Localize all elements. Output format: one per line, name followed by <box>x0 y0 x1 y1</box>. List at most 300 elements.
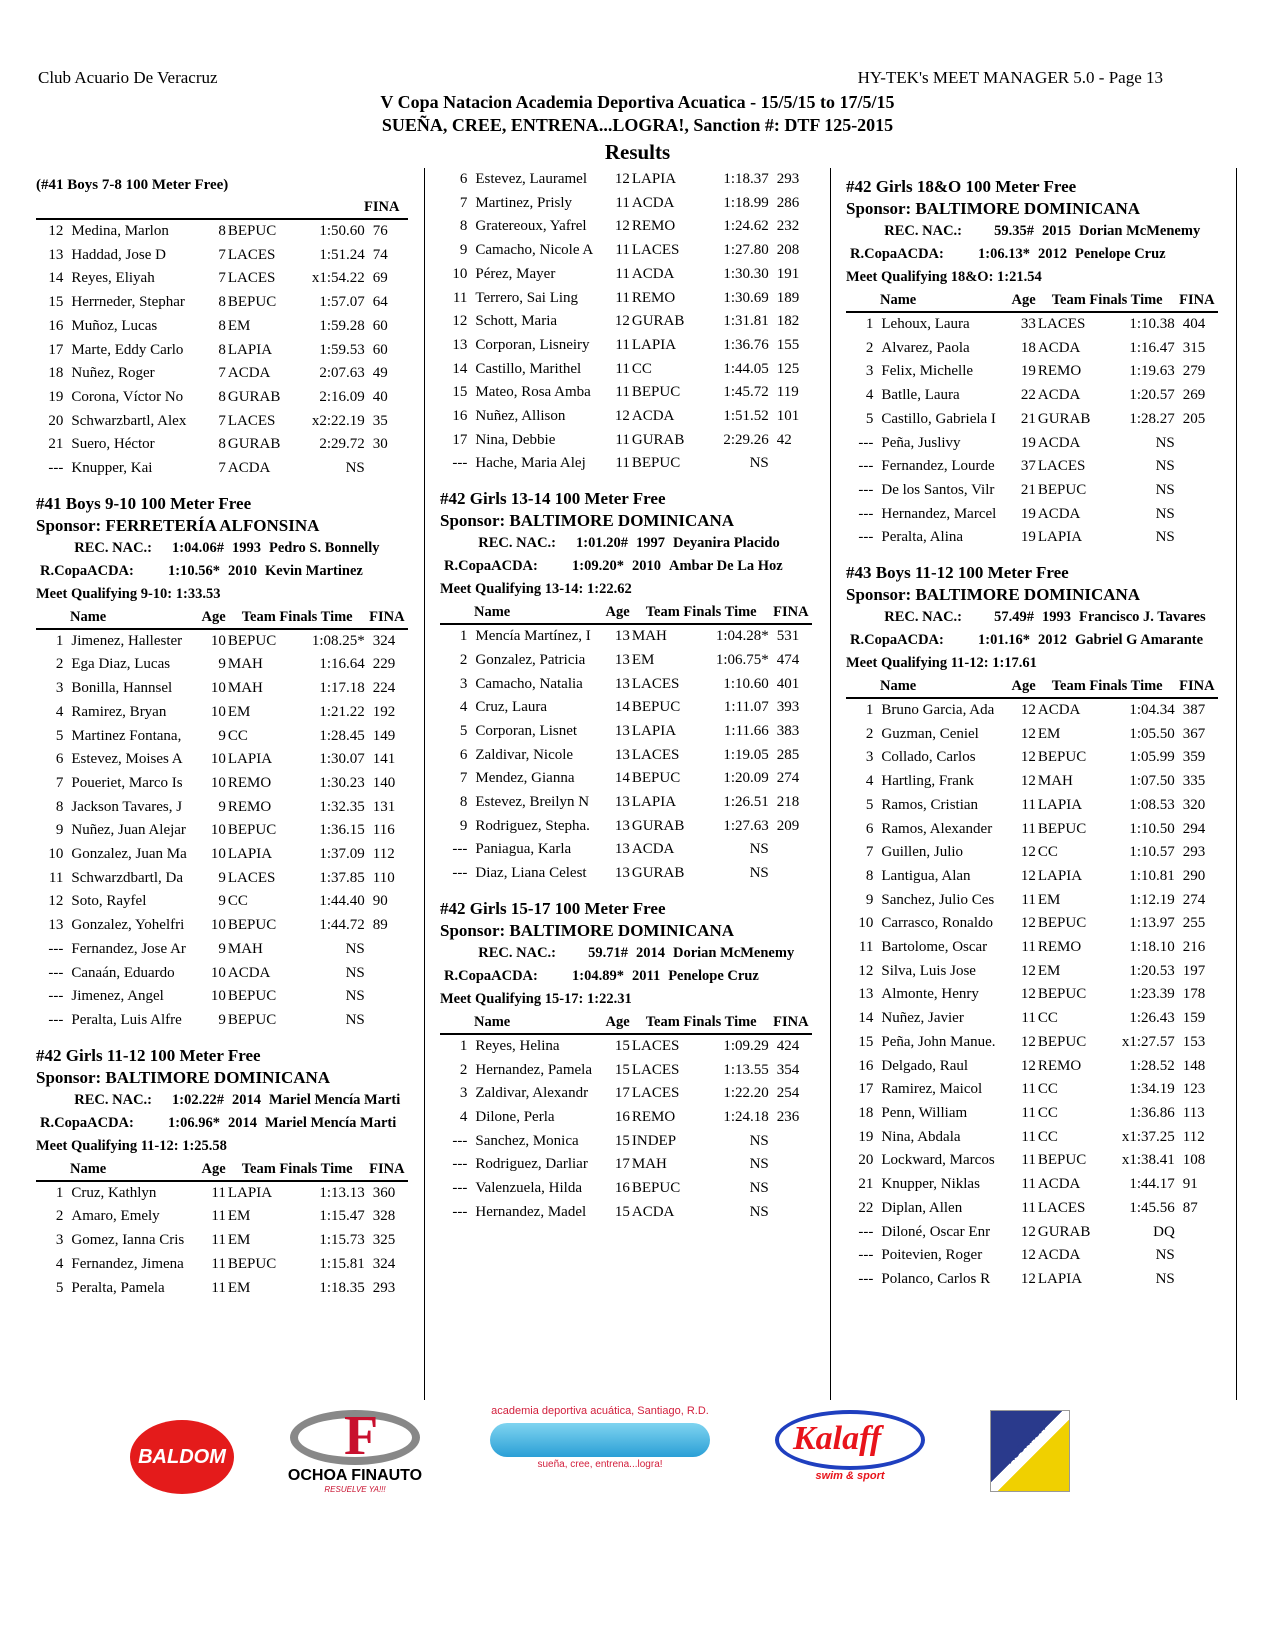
qualifying-time: Meet Qualifying 11-12: 1:17.61 <box>846 655 1037 672</box>
result-row <box>846 360 1218 384</box>
fina-points <box>1175 479 1218 503</box>
finals-time: 1:44.72 <box>319 917 365 934</box>
place: --- <box>858 1223 874 1240</box>
fina-points <box>769 838 812 862</box>
swimmer-name: Estevez, Lauramel <box>475 171 587 187</box>
fina-points: 383 <box>776 722 800 739</box>
swimmer-name: Muñoz, Lucas <box>71 317 158 334</box>
age: 7 <box>218 460 226 477</box>
meet-record-year: 2012 <box>1038 246 1067 262</box>
swimmer-name: Guzman, Ceniel <box>881 725 979 742</box>
fina-points: 125 <box>776 360 800 377</box>
event-block <box>846 562 1218 699</box>
finals-time: NS <box>345 988 365 1005</box>
place: 3 <box>865 749 874 766</box>
place: 13 <box>48 246 64 263</box>
age: 13 <box>614 722 630 739</box>
fina-points: 112 <box>372 846 395 863</box>
age: 21 <box>1020 481 1036 498</box>
place: 6 <box>459 746 468 763</box>
fina-points: 290 <box>1182 867 1206 884</box>
team: LAPIA <box>1037 796 1083 813</box>
fina-points: 148 <box>1182 1057 1206 1074</box>
team: ACDA <box>227 460 271 477</box>
swimmer-name: Lantigua, Alan <box>881 867 971 884</box>
swimmer-name: Ramirez, Maicol <box>881 1081 983 1098</box>
header-name: Name <box>70 1160 107 1177</box>
result-row <box>440 334 812 358</box>
age: 10 <box>210 988 226 1005</box>
finals-time: 1:30.07 <box>319 751 365 768</box>
age: 8 <box>218 294 226 311</box>
swimmer-name: Fernandez, Jose Ar <box>71 940 186 957</box>
place: --- <box>452 841 468 858</box>
result-row <box>846 1031 1218 1055</box>
finals-time: 1:12.19 <box>1129 891 1175 908</box>
place: 12 <box>48 223 64 239</box>
header-name: Name <box>474 604 511 621</box>
swimmer-name: Knupper, Niklas <box>881 1176 980 1193</box>
place: --- <box>452 1132 468 1149</box>
age: 9 <box>218 893 226 910</box>
place: 3 <box>55 680 64 697</box>
finals-time: 1:37.85 <box>319 869 365 886</box>
age: 16 <box>614 1108 630 1125</box>
header-fina: FINA <box>1179 292 1215 308</box>
result-row <box>846 865 1218 889</box>
swimmer-name: Hache, Maria Alej <box>475 455 586 472</box>
result-row <box>36 819 408 843</box>
result-row <box>846 432 1218 456</box>
age: 9 <box>218 869 226 886</box>
finals-time: NS <box>345 964 365 981</box>
swimmer-name: Hartling, Frank <box>881 773 974 790</box>
header-age: Age <box>605 604 630 621</box>
swimmer-wave-icon <box>490 1423 710 1457</box>
age: 10 <box>210 751 226 768</box>
finals-time: 1:05.99 <box>1129 749 1175 766</box>
team: GURAB <box>1037 410 1091 427</box>
section-title: Results <box>604 140 671 164</box>
fina-points: 191 <box>776 265 800 282</box>
meet-record <box>846 629 1218 652</box>
swimmer-name: Diplan, Allen <box>881 1199 963 1216</box>
result-row <box>36 339 408 363</box>
swimmer-name: Nuñez, Juan Alejar <box>71 822 186 839</box>
swimmer-name: Nuñez, Allison <box>475 408 566 425</box>
fina-points: 30 <box>372 436 388 453</box>
qualifying-time: Meet Qualifying 18&O: 1:21.54 <box>846 269 1042 285</box>
table-header <box>440 1011 812 1035</box>
fina-points: 182 <box>776 313 800 330</box>
fina-points: 123 <box>1182 1081 1206 1098</box>
finals-time: 1:34.19 <box>1129 1081 1175 1098</box>
place: 2 <box>459 1061 468 1078</box>
result-row <box>36 1229 408 1253</box>
fina-points: 35 <box>372 412 388 429</box>
team: EM <box>1037 891 1061 908</box>
meet-record <box>846 243 1218 266</box>
team: LACES <box>631 242 680 259</box>
result-row <box>36 914 408 938</box>
place: --- <box>48 964 64 981</box>
meet-record-year: 2011 <box>632 967 661 984</box>
age: 13 <box>614 651 630 668</box>
team: LACES <box>1037 1199 1086 1216</box>
fina-points: 285 <box>776 746 800 763</box>
result-row <box>440 625 812 649</box>
result-row <box>440 168 812 192</box>
swimmer-name: Mencía Martínez, I <box>475 628 591 645</box>
fina-points: 192 <box>372 703 396 720</box>
swimmer-name: Sanchez, Monica <box>475 1132 579 1149</box>
finals-time: 1:51.24 <box>319 246 365 263</box>
team: BEPUC <box>631 770 681 787</box>
team: ACDA <box>1037 1176 1081 1193</box>
finals-time: 1:06.75* <box>715 651 769 668</box>
place: 7 <box>459 770 468 787</box>
age: 12 <box>1020 725 1036 742</box>
swimmer-name: Corporan, Lisnet <box>475 722 578 739</box>
swimmer-name: Corporan, Lisneiry <box>475 336 590 353</box>
place: 5 <box>865 796 874 813</box>
age: 11 <box>211 1279 226 1296</box>
finals-time: 1:13.55 <box>723 1061 769 1078</box>
fina-points <box>1175 432 1218 456</box>
place: 2 <box>459 651 468 668</box>
result-row <box>36 244 408 268</box>
header-team-finals-time: Team Finals Time <box>645 1013 757 1030</box>
finals-time: x1:37.25 <box>1121 1128 1175 1145</box>
place: 4 <box>865 387 874 404</box>
team: BEPUC <box>227 822 277 839</box>
national-record-time: 57.49# <box>994 609 1034 626</box>
header-team-finals-time: Team Finals Time <box>1051 292 1163 308</box>
results-column-1 <box>36 168 408 1300</box>
header-team-finals-time: Team Finals Time <box>1051 678 1163 695</box>
team: REMO <box>227 798 272 815</box>
fina-points: 359 <box>1182 749 1206 766</box>
finals-time: 1:08.53 <box>1129 796 1175 813</box>
fina-points <box>769 862 812 886</box>
fina-points: 236 <box>776 1108 800 1125</box>
place: 4 <box>55 703 64 720</box>
header-team-finals-time: Team Finals Time <box>241 608 353 625</box>
place: 10 <box>48 846 64 863</box>
header-name: Name <box>880 292 917 308</box>
event-sponsor: Sponsor: BALTIMORE DOMINICANA <box>440 920 735 940</box>
age: 15 <box>614 1132 630 1149</box>
place: 2 <box>55 1208 64 1225</box>
team: CC <box>1037 844 1058 861</box>
result-row <box>440 1177 812 1201</box>
team: GURAB <box>1037 1223 1091 1240</box>
place: 5 <box>865 410 874 427</box>
swimmer-name: Camacho, Natalia <box>475 675 583 692</box>
fina-points: 60 <box>372 317 388 334</box>
age: 11 <box>615 336 630 353</box>
age: 37 <box>1020 458 1036 475</box>
age: 7 <box>218 412 226 429</box>
swimmer-name: Terrero, Sai Ling <box>475 289 579 306</box>
finals-time: 2:29.72 <box>319 436 365 453</box>
meet-record-holder: Penelope Cruz <box>1075 246 1166 262</box>
national-record <box>440 942 812 965</box>
team: CC <box>1037 1010 1058 1027</box>
team: LACES <box>227 412 276 429</box>
team: LAPIA <box>227 1184 273 1201</box>
swimmer-name: Gratereoux, Yafrel <box>475 218 587 235</box>
team: REMO <box>227 774 272 791</box>
fina-points: 294 <box>1182 820 1206 837</box>
swimmer-name: Gonzalez, Juan Ma <box>71 846 187 863</box>
header-name: Name <box>880 678 917 695</box>
finals-time: x2:22.19 <box>311 412 365 429</box>
swimmer-name: Peña, John Manue. <box>881 1033 996 1050</box>
swimmer-name: Castillo, Gabriela I <box>881 410 996 427</box>
fina-points: 112 <box>1182 1128 1205 1145</box>
national-record <box>846 220 1218 243</box>
fina-points: 49 <box>372 365 388 382</box>
age: 13 <box>614 817 630 834</box>
team: BEPUC <box>227 1255 277 1272</box>
age: 11 <box>615 194 630 211</box>
finals-time: 1:11.66 <box>723 722 769 739</box>
fina-points <box>769 1201 812 1225</box>
swimmer-name: Martinez, Prisly <box>475 194 573 211</box>
place: 13 <box>48 917 64 934</box>
fina-points: 140 <box>372 774 396 791</box>
finals-time: 1:45.72 <box>723 384 769 401</box>
team: LAPIA <box>227 341 273 358</box>
place: 14 <box>858 1010 874 1027</box>
team: LACES <box>227 246 276 263</box>
swimmer-name: Nina, Debbie <box>475 431 556 448</box>
column-divider <box>424 168 425 1400</box>
swimmer-name: Ramos, Cristian <box>881 796 979 813</box>
meet-record <box>36 560 408 583</box>
place: 3 <box>459 1085 468 1102</box>
result-row <box>846 503 1218 527</box>
result-row <box>846 983 1218 1007</box>
team: EM <box>227 1208 251 1225</box>
place: 7 <box>459 194 468 211</box>
place: 6 <box>865 820 874 837</box>
meet-record <box>440 965 812 988</box>
age: 10 <box>210 822 226 839</box>
age: 10 <box>210 964 226 981</box>
place: 8 <box>865 867 874 884</box>
fina-points: 367 <box>1182 725 1206 742</box>
fina-points: 424 <box>776 1037 800 1054</box>
team: REMO <box>631 218 676 235</box>
team: REMO <box>631 1108 676 1125</box>
meet-record-year: 2014 <box>228 1114 257 1131</box>
fina-points <box>769 1153 812 1177</box>
age: 12 <box>614 171 630 187</box>
fina-points: 209 <box>776 817 800 834</box>
place: 13 <box>452 336 468 353</box>
team: EM <box>227 703 251 720</box>
place: --- <box>48 460 64 477</box>
place: 15 <box>452 384 468 401</box>
age: 19 <box>1020 363 1036 380</box>
swimmer-name: Hernandez, Marcel <box>881 505 997 522</box>
swimmer-name: Cruz, Kathlyn <box>71 1184 157 1201</box>
fina-points: 315 <box>1182 339 1206 356</box>
swimmer-name: Hernandez, Madel <box>475 1203 587 1220</box>
national-record-year: 2014 <box>636 944 665 961</box>
fina-points: 404 <box>1182 316 1206 332</box>
team: ACDA <box>631 265 675 282</box>
age: 15 <box>614 1037 630 1054</box>
place: 1 <box>55 1184 64 1201</box>
team: LAPIA <box>631 171 677 187</box>
ochoa-logo-text: OCHOA FINAUTO <box>287 1467 423 1484</box>
event-title: #42 Girls 15-17 100 Meter Free <box>440 898 666 918</box>
age: 10 <box>210 774 226 791</box>
result-row <box>440 429 812 453</box>
finals-time: 1:57.07 <box>319 294 365 311</box>
place: 11 <box>48 869 64 886</box>
result-row <box>36 677 408 701</box>
fina-points: 113 <box>1182 1104 1205 1121</box>
kalaff-swoosh-icon <box>775 1410 925 1470</box>
place: 20 <box>858 1152 874 1169</box>
result-row <box>846 1102 1218 1126</box>
national-record-label: REC. NAC.: <box>74 539 152 556</box>
age: 9 <box>218 656 226 673</box>
age: 11 <box>615 360 630 377</box>
result-row <box>36 748 408 772</box>
swimmer-name: Knupper, Kai <box>71 460 153 477</box>
swimmer-name: Corona, Víctor No <box>71 388 184 405</box>
finals-time: 2:29.26 <box>723 431 769 448</box>
fina-points: 69 <box>372 270 388 287</box>
finals-time: 1:37.09 <box>319 846 365 863</box>
result-row <box>36 630 408 654</box>
result-row <box>846 1126 1218 1150</box>
finals-time: 1:15.81 <box>319 1255 365 1272</box>
team: GURAB <box>631 431 685 448</box>
meet-record <box>36 1112 408 1135</box>
swimmer-name: Lockward, Marcos <box>881 1152 995 1169</box>
place: --- <box>858 529 874 546</box>
sponsor-logos <box>0 1400 1275 1510</box>
finals-time: 1:08.25* <box>311 632 365 649</box>
team: GURAB <box>631 817 685 834</box>
national-record-year: 2015 <box>1042 223 1071 239</box>
table-header <box>36 606 408 630</box>
result-row <box>440 358 812 382</box>
place: --- <box>858 458 874 475</box>
fina-points: 229 <box>372 656 396 673</box>
result-row <box>846 337 1218 361</box>
team: REMO <box>1037 1057 1082 1074</box>
result-row <box>36 867 408 891</box>
swimmer-name: Dilone, Perla <box>475 1108 555 1125</box>
result-row <box>36 433 408 457</box>
result-row <box>440 452 812 476</box>
age: 12 <box>614 313 630 330</box>
team: MAH <box>631 628 667 645</box>
team: REMO <box>1037 939 1082 956</box>
place: --- <box>452 1156 468 1173</box>
team: BEPUC <box>1037 1152 1087 1169</box>
finals-time: 1:26.43 <box>1129 1010 1175 1027</box>
finals-time: 1:04.28* <box>715 628 769 645</box>
meet-record-label: R.CopaACDA: <box>444 967 538 984</box>
place: 9 <box>865 891 874 908</box>
swimmer-name: Cruz, Laura <box>475 699 548 716</box>
finals-time: 1:17.18 <box>319 680 365 697</box>
swimmer-name: Diaz, Liana Celest <box>475 865 587 882</box>
fina-points <box>1175 455 1218 479</box>
age: 12 <box>1020 915 1036 932</box>
age: 11 <box>1021 796 1036 813</box>
header-fina: FINA <box>364 199 400 215</box>
national-record <box>36 1089 408 1112</box>
national-record-time: 1:04.06# <box>172 539 224 556</box>
fina-points: 87 <box>1182 1199 1198 1216</box>
swimmer-name: Peralta, Alina <box>881 529 964 546</box>
national-record <box>846 606 1218 629</box>
team: ACDA <box>1037 702 1081 719</box>
age: 12 <box>1020 1057 1036 1074</box>
result-row <box>36 890 408 914</box>
swimmer-name: Camacho, Nicole A <box>475 242 594 259</box>
result-row <box>846 818 1218 842</box>
swimmer-name: Marte, Eddy Carlo <box>71 341 184 358</box>
finals-time: 1:10.57 <box>1129 844 1175 861</box>
fina-points <box>769 1130 812 1154</box>
swimmer-name: Rodriguez, Stepha. <box>475 817 590 834</box>
result-row <box>846 455 1218 479</box>
team: BEPUC <box>1037 481 1087 498</box>
age: 19 <box>1020 505 1036 522</box>
place: 16 <box>48 317 64 334</box>
finals-time: NS <box>749 1132 769 1149</box>
place: --- <box>858 481 874 498</box>
fina-points: 269 <box>1182 387 1206 404</box>
meet-record-holder: Ambar De La Hoz <box>669 558 783 575</box>
place: 3 <box>55 1232 64 1249</box>
fina-points: 189 <box>776 289 800 306</box>
age: 13 <box>614 675 630 692</box>
age: 12 <box>1020 867 1036 884</box>
swimmer-name: Jackson Tavares, J <box>71 798 183 815</box>
results-column-3 <box>846 168 1218 1292</box>
place: 2 <box>55 656 64 673</box>
age: 9 <box>218 727 226 744</box>
header-fina: FINA <box>773 604 809 621</box>
team: LACES <box>631 1085 680 1102</box>
result-row <box>846 936 1218 960</box>
header-name: Name <box>474 1013 511 1030</box>
meet-record-year: 2012 <box>1038 632 1067 649</box>
finals-time: 1:51.52 <box>723 408 769 425</box>
result-row <box>36 386 408 410</box>
swimmer-name: Zaldivar, Nicole <box>475 746 574 763</box>
swimmer-name: Reyes, Helina <box>475 1037 560 1054</box>
finals-time: 1:18.99 <box>723 194 769 211</box>
baldom-logo <box>130 1420 234 1494</box>
fina-points: 208 <box>776 242 800 259</box>
place: 17 <box>48 341 64 358</box>
result-row <box>846 794 1218 818</box>
fina-points: 90 <box>372 893 388 910</box>
swimmer-name: Rodriguez, Darliar <box>475 1156 588 1173</box>
